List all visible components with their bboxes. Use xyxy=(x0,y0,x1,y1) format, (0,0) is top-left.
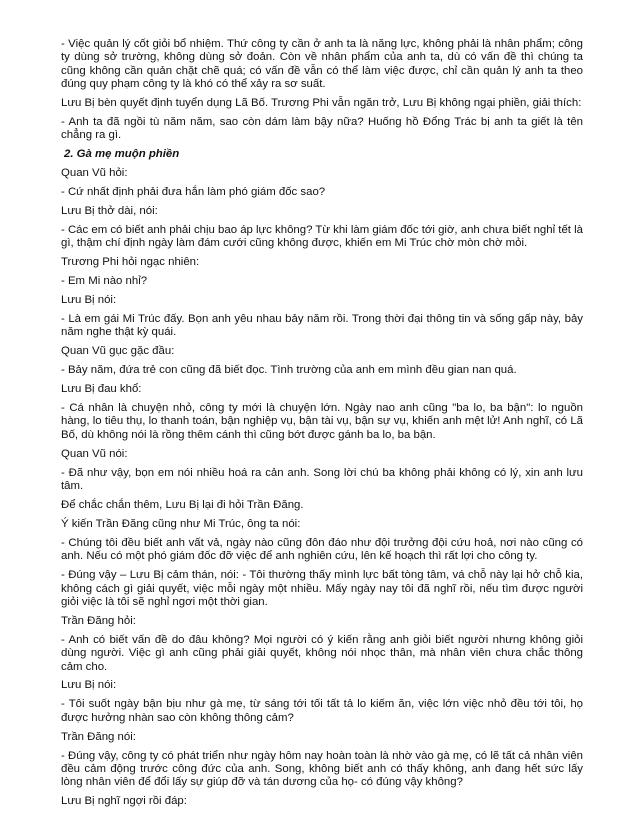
paragraph: Quan Vũ hỏi: xyxy=(61,167,128,180)
paragraph: - Là em gái Mi Trúc đấy. Bọn anh yêu nhau bảy năm rồi. Trong thời đại thông tin và sống gấp này, bảy năm nghe thật kỳ quái. xyxy=(61,313,583,339)
paragraph: - Em Mi nào nhỉ? xyxy=(61,275,148,288)
paragraph: Quan Vũ nói: xyxy=(61,447,128,460)
paragraph: - Đã như vậy, bọn em nói nhiều hoá ra cản anh. Song lời chú ba không phải không có lý, xin anh lưu tâm. xyxy=(61,466,583,493)
paragraph: - Các em có biết anh phải chịu bao áp lực không? Từ khi làm giám đốc tới giờ, anh chưa biết nghỉ tết là gì, thậm chí định ngày làm đám cưới cũng không được, khiến em Mi Trúc chờ mòn chờ mỏi. xyxy=(61,223,583,250)
paragraph: - Đúng vậy, công ty có phát triển như ngày hôm nay hoàn toàn là nhờ vào gà mẹ, có lẽ tất cả nhân viên đều cảm động trước công đức của anh. Song, không biết anh có thấy không, anh đang hết sức lấy lòng nhân viên để đổi lấy sự giúp đỡ và tán dương của họ- có đúng vậy không? xyxy=(61,749,583,789)
paragraph: - Bảy năm, đứa trẻ con cũng đã biết đọc. Tình trường của anh em mình đều gian nan quá. xyxy=(61,364,517,377)
paragraph: Lưu Bị nói: xyxy=(61,294,117,307)
paragraph: - Anh có biết vấn đề do đâu không? Mọi người có ý kiến rằng anh giỏi biết người nhưng không giỏi dùng người. Việc gì anh cũng phải giải quyết, không nói nhọc thân, mà nhân viên chưa chắc thông cảm cho. xyxy=(61,633,583,673)
paragraph: Lưu Bị đau khổ: xyxy=(61,383,142,396)
paragraph: Trương Phi hỏi ngạc nhiên: xyxy=(61,256,200,269)
section-heading: 2. Gà mẹ muộn phiền xyxy=(64,148,180,161)
paragraph: - Cứ nhất định phải đưa hắn làm phó giám đốc sao? xyxy=(61,186,326,199)
paragraph: Lưu Bị nghĩ ngợi rồi đáp: xyxy=(61,795,187,808)
paragraph: - Anh ta đã ngồi tù năm năm, sao còn dám làm bậy nữa? Huống hồ Đổng Trác bị anh ta giết là tên chẳng ra gì. xyxy=(61,116,583,142)
paragraph: Trần Đăng hỏi: xyxy=(61,614,136,627)
paragraph: - Tôi suốt ngày bận bịu như gà mẹ, từ sáng tới tối tất tả lo kiếm ăn, việc lớn việc nhỏ đều tới tôi, họ được hưởng nhàn sao còn không thông cảm? xyxy=(61,698,583,724)
paragraph: Lưu Bị thở dài, nói: xyxy=(61,205,158,218)
document-body xyxy=(61,38,583,809)
paragraph: Ý kiến Trần Đăng cũng như Mi Trúc, ông ta nói: xyxy=(61,517,301,530)
paragraph: Trần Đăng nói: xyxy=(61,730,136,743)
paragraph: Để chắc chắn thêm, Lưu Bị lại đi hỏi Trần Đăng. xyxy=(61,498,304,511)
paragraph: - Cá nhân là chuyện nhỏ, công ty mới là chuyện lớn. Ngày nao anh cũng "ba lo, ba bận": lo nguồn hàng, lo tiêu thụ, lo thanh toán, bận nghiệp vụ, bận tài vụ, bận sự vụ, khiến anh mệt lử! Anh nghĩ, có Lã Bố, dù không nói là rồng thêm cánh thì cũng bớt được gánh ba lo, ba bận. xyxy=(61,402,583,441)
paragraph: Lưu Bị nói: xyxy=(61,679,117,692)
paragraph: - Đúng vậy – Lưu Bị cảm thán, nói: - Tôi thường thấy mình lực bất tòng tâm, vá chỗ này lại hở chỗ kia, không cách gì giải quyết, việc mỗi ngày một nhiều. Mấy ngày nay tôi đã nghĩ rồi, nếu tìm được người giỏi việc là tôi sẽ nghỉ ngơi một thời gian. xyxy=(61,569,583,608)
paragraph: - Việc quản lý cốt giỏi bổ nhiệm. Thứ công ty cần ở anh ta là năng lực, không phải là nhân phẩm; công ty dùng sở trường, không dùng sở đoản. Còn về nhân phẩm của anh ta, dù có vấn đề thì chúng ta cũng không cần quản chặt chẽ quá; có vấn đề vẫn có thể làm việc được, chỉ cần quản lý anh ta theo đúng quy phạm công ty là khó có thể xảy ra sơ suất. xyxy=(61,38,583,91)
paragraph: Lưu Bị bèn quyết định tuyển dụng Lã Bố. Trương Phi vẫn ngăn trở, Lưu Bị không ngại phiền, giải thích: xyxy=(61,97,582,110)
paragraph: Quan Vũ gục gặc đầu: xyxy=(61,345,175,358)
paragraph: - Chúng tôi đều biết anh vất vả, ngày nào cũng đôn đáo như đội trưởng đội cứu hoả, nơi nào cũng có anh. Nếu có một phó giám đốc đỡ việc để anh nghiên cứu, lên kế hoạch thì rất lợi cho công ty. xyxy=(61,536,583,563)
